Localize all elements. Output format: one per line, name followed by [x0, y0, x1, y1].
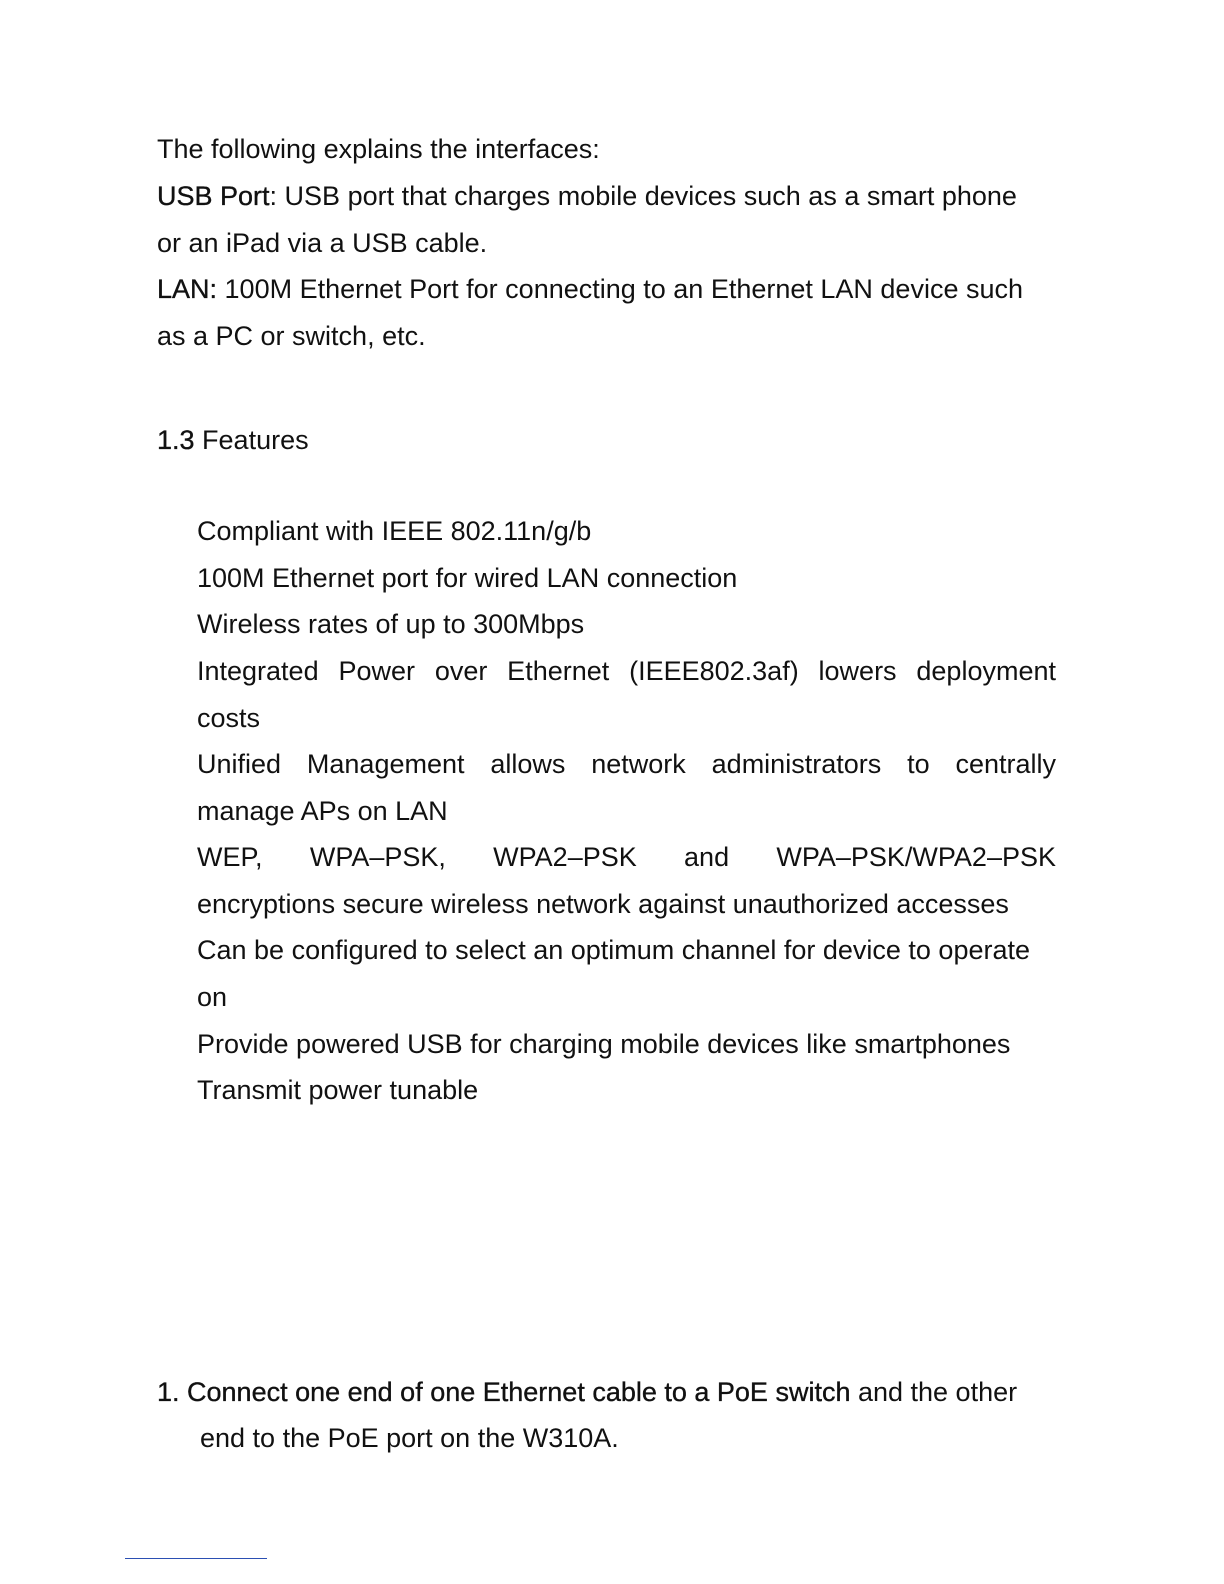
feature-text: on [197, 982, 228, 1012]
section-number: 1.3 [157, 425, 195, 455]
lan-paragraph [157, 273, 1056, 305]
lan-text-cont: as a PC or switch, etc. [157, 321, 426, 351]
usb-port-paragraph-cont [157, 227, 1056, 259]
step-1-cont [200, 1422, 1056, 1454]
usb-port-paragraph [157, 180, 1056, 212]
feature-text: encryptions secure wireless network against unauthorized accesses [197, 889, 1009, 919]
feature-item [197, 1074, 1056, 1106]
feature-item [197, 1028, 1056, 1060]
feature-text: costs [197, 703, 261, 733]
feature-item [197, 515, 1056, 547]
intro-lead-text: The following explains the interfaces: [157, 134, 600, 164]
usb-port-label: USB Port [157, 181, 270, 211]
feature-text: Wireless rates of up to 300Mbps [197, 609, 585, 639]
section-heading [157, 424, 1056, 456]
step-1 [157, 1376, 1056, 1408]
feature-item [197, 934, 1056, 966]
usb-port-text-cont: or an iPad via a USB cable. [157, 228, 488, 258]
feature-text: Compliant with IEEE 802.11n/g/b [197, 516, 592, 546]
footer-rule [125, 1558, 267, 1559]
step-1-text-cont: end to the PoE port on the W310A. [200, 1423, 619, 1453]
intro-lead [157, 133, 1056, 165]
feature-text: Provide powered USB for charging mobile devices like smartphones [197, 1029, 1011, 1059]
lan-paragraph-cont [157, 320, 1056, 352]
feature-item [197, 562, 1056, 594]
feature-text: Transmit power tunable [197, 1075, 479, 1105]
feature-item-cont [197, 702, 1056, 734]
lan-label: LAN: [157, 274, 218, 304]
feature-item-cont [197, 981, 1056, 1013]
lan-text: 100M Ethernet Port for connecting to an Ethernet LAN device such [217, 274, 1023, 304]
section-title: Features [194, 425, 309, 455]
feature-text: Can be configured to select an optimum channel for device to operate [197, 935, 1031, 965]
feature-item-cont [197, 795, 1056, 827]
feature-item: WEP, WPA–PSK, WPA2–PSK and WPA–PSK/WPA2–PSK [197, 842, 1056, 872]
step-1-instruction: 1. Connect one end of one Ethernet cable to a PoE switch [157, 1377, 851, 1407]
usb-port-text: : USB port that charges mobile devices such as a smart phone [269, 181, 1017, 211]
feature-text: 100M Ethernet port for wired LAN connection [197, 563, 738, 593]
feature-text: manage APs on LAN [197, 796, 448, 826]
step-1-text: and the other [850, 1377, 1018, 1407]
feature-item: Integrated Power over Ethernet (IEEE802.3af) lowers deployment [197, 656, 1056, 686]
feature-item-cont [197, 888, 1056, 920]
feature-item [197, 608, 1056, 640]
feature-item: Unified Management allows network administrators to centrally [197, 749, 1056, 779]
